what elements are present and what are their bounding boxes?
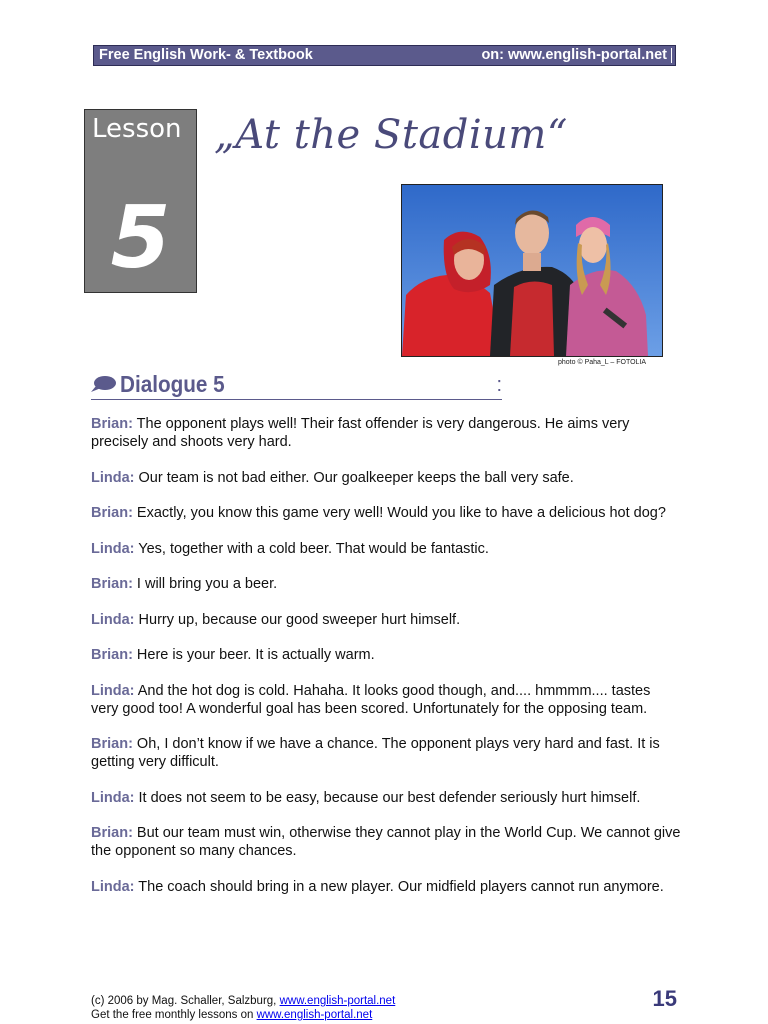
- dialogue-text: Yes, together with a cold beer. That would be fantastic.: [134, 540, 489, 557]
- header-divider: [671, 48, 672, 63]
- stadium-photo: [401, 184, 663, 357]
- dialogue-text: Hurry up, because our good sweeper hurt himself.: [134, 611, 461, 628]
- dialogue-text: It does not seem to be easy, because our best defender seriously hurt himself.: [134, 789, 641, 806]
- people-photo-illustration: [402, 185, 662, 356]
- footer-copyright-text: (c) 2006 by Mag. Schaller, Salzburg,: [91, 995, 280, 1007]
- dialogue-line: [91, 735, 681, 771]
- footer-subscribe-text: Get the free monthly lessons on: [91, 1009, 257, 1021]
- speaker-name: Brian:: [91, 647, 133, 663]
- dialogue-line: [91, 540, 681, 558]
- footer-link-1[interactable]: www.english-portal.net: [279, 995, 396, 1007]
- dialogue-heading: [91, 369, 502, 400]
- dialogue-text: Exactly, you know this game very well! Would you like to have a delicious hot dog?: [132, 505, 666, 521]
- dialogue-line: [91, 575, 681, 593]
- dialogue-line: [91, 611, 681, 629]
- speaker-name: Linda:: [91, 789, 135, 806]
- footer-link-2[interactable]: www.english-portal.net: [256, 1009, 373, 1021]
- dialogue-line: [91, 504, 681, 522]
- footer-copyright: [91, 994, 395, 1008]
- dialogue-text: The coach should bring in a new player. Our midfield players cannot run anymore.: [134, 878, 664, 895]
- header-title: Free English Work- & Textbook: [99, 47, 313, 63]
- photo-credit: photo © Paha_L – FOTOLIA: [558, 359, 647, 366]
- header-bar: [93, 45, 676, 66]
- dialogue-colon: :: [496, 374, 502, 396]
- speaker-name: Brian:: [91, 576, 133, 592]
- speech-bubble-icon: [91, 375, 117, 398]
- dialogue-line: [91, 824, 681, 860]
- speaker-name: Linda:: [91, 611, 135, 628]
- dialogue-text: But our team must win, otherwise they cannot play in the World Cup. We cannot give the opponent so many chances.: [91, 825, 681, 859]
- speaker-name: Brian:: [91, 736, 133, 752]
- dialogue-title: Dialogue 5: [120, 371, 225, 397]
- dialogue-body: [91, 415, 681, 913]
- speaker-name: Linda:: [91, 682, 135, 699]
- dialogue-text: The opponent plays well! Their fast offender is very dangerous. He aims very precisely and shoots very hard.: [91, 416, 630, 450]
- dialogue-text: And the hot dog is cold. Hahaha. It looks good though, and.... hmmmm.... tastes very good too! A wonderful goal has been scored. Unfortunately for the opposing team.: [91, 682, 651, 717]
- dialogue-line: [91, 415, 681, 451]
- dialogue-line: [91, 789, 681, 807]
- speaker-name: Brian:: [91, 416, 133, 432]
- speaker-name: Linda:: [91, 469, 135, 486]
- page-title: „At the Stadium“: [214, 112, 568, 158]
- dialogue-line: [91, 469, 681, 487]
- lesson-box: [84, 109, 197, 293]
- speaker-name: Brian:: [91, 825, 133, 841]
- lesson-label: Lesson: [92, 114, 182, 144]
- dialogue-line: [91, 878, 681, 896]
- dialogue-line: [91, 646, 681, 664]
- dialogue-text: I will bring you a beer.: [132, 576, 278, 592]
- page-number: 15: [652, 986, 677, 1011]
- dialogue-text: Here is your beer. It is actually warm.: [132, 647, 375, 663]
- speaker-name: Linda:: [91, 540, 135, 557]
- header-site: on: www.english-portal.net: [481, 47, 667, 63]
- dialogue-line: [91, 682, 681, 718]
- dialogue-text: Our team is not bad either. Our goalkeeper keeps the ball very safe.: [134, 469, 574, 486]
- speaker-name: Linda:: [91, 878, 135, 895]
- lesson-number: 5: [110, 188, 171, 288]
- footer: [91, 994, 395, 1022]
- speaker-name: Brian:: [91, 505, 133, 521]
- dialogue-text: Oh, I don’t know if we have a chance. The opponent plays very hard and fast. It is getting very difficult.: [91, 736, 660, 770]
- footer-subscribe: [91, 1008, 395, 1022]
